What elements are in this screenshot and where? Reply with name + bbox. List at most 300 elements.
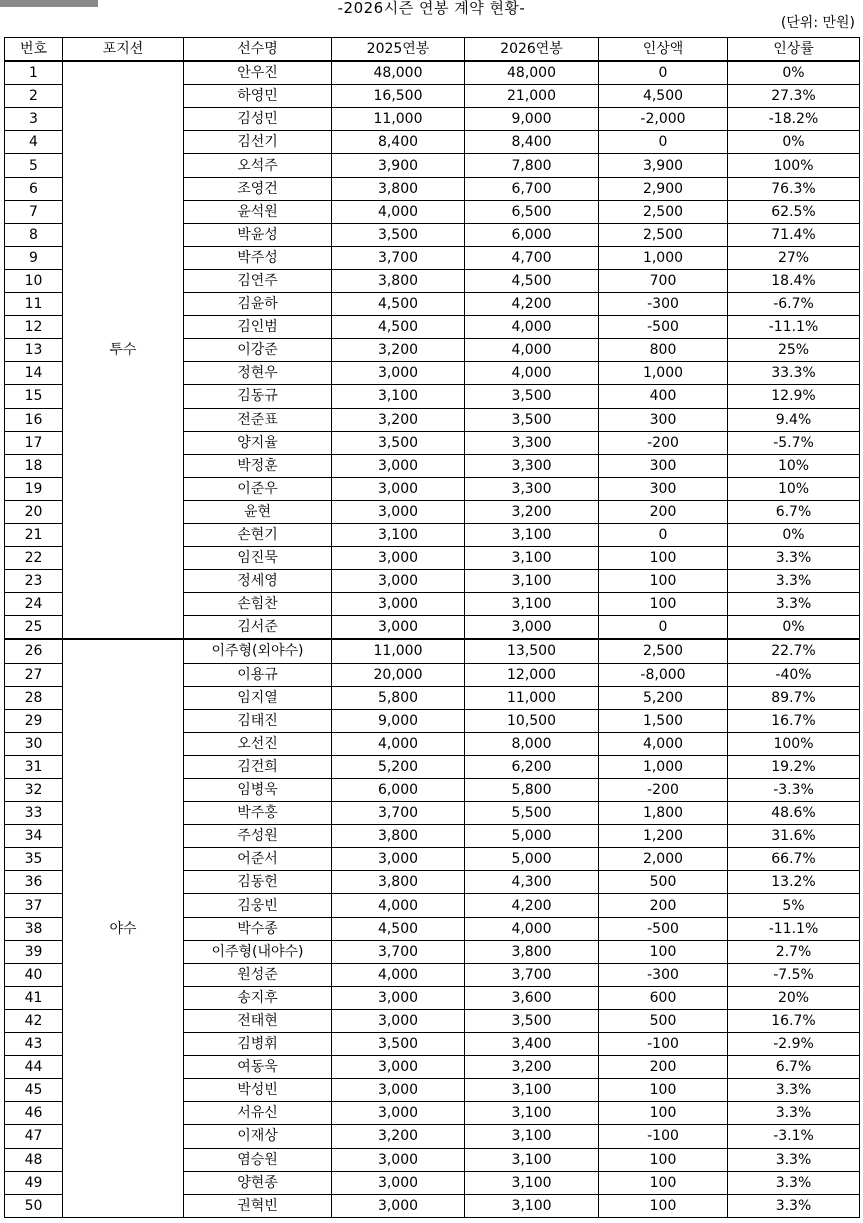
raise-amount-cell: 100 [599, 1194, 728, 1217]
col-header-raise-amount: 인상액 [599, 38, 728, 62]
salary-2025-cell: 8,400 [332, 131, 465, 154]
raise-amount-cell: 100 [599, 593, 728, 616]
raise-rate-cell: 0% [728, 616, 860, 640]
raise-amount-cell: 600 [599, 986, 728, 1009]
player-name-cell: 윤석원 [184, 200, 332, 223]
raise-rate-cell: 10% [728, 477, 860, 500]
raise-amount-cell: 0 [599, 131, 728, 154]
number-cell: 23 [5, 570, 63, 593]
salary-2026-cell: 3,100 [465, 1125, 599, 1148]
raise-amount-cell: 2,500 [599, 200, 728, 223]
number-cell: 2 [5, 85, 63, 108]
number-cell: 17 [5, 431, 63, 454]
raise-amount-cell: 0 [599, 616, 728, 640]
player-name-cell: 서유신 [184, 1102, 332, 1125]
salary-2026-cell: 5,800 [465, 779, 599, 802]
player-name-cell: 하영민 [184, 85, 332, 108]
player-name-cell: 전태현 [184, 1009, 332, 1032]
raise-rate-cell: 0% [728, 131, 860, 154]
number-cell: 33 [5, 802, 63, 825]
table-row [5, 61, 860, 85]
raise-rate-cell: 100% [728, 732, 860, 755]
salary-2025-cell: 3,800 [332, 269, 465, 292]
raise-amount-cell: 100 [599, 1102, 728, 1125]
unit-note: (단위: 만원) [780, 15, 855, 31]
raise-amount-cell: 100 [599, 1079, 728, 1102]
raise-amount-cell: 500 [599, 871, 728, 894]
raise-rate-cell: 3.3% [728, 1171, 860, 1194]
number-cell: 44 [5, 1056, 63, 1079]
raise-rate-cell: -6.7% [728, 293, 860, 316]
raise-amount-cell: 700 [599, 269, 728, 292]
salary-2025-cell: 3,200 [332, 1125, 465, 1148]
player-name-cell: 조영건 [184, 177, 332, 200]
salary-2025-cell: 3,700 [332, 940, 465, 963]
raise-amount-cell: 0 [599, 61, 728, 85]
salary-2025-cell: 11,000 [332, 108, 465, 131]
raise-rate-cell: 6.7% [728, 500, 860, 523]
number-cell: 28 [5, 686, 63, 709]
salary-2025-cell: 5,800 [332, 686, 465, 709]
col-header-raise-rate: 인상률 [728, 38, 860, 62]
number-cell: 49 [5, 1171, 63, 1194]
raise-amount-cell: 1,000 [599, 246, 728, 269]
salary-2026-cell: 4,000 [465, 316, 599, 339]
salary-2026-cell: 4,000 [465, 339, 599, 362]
player-name-cell: 김건희 [184, 755, 332, 778]
salary-2026-cell: 4,000 [465, 917, 599, 940]
salary-2026-cell: 6,700 [465, 177, 599, 200]
salary-2026-cell: 48,000 [465, 61, 599, 85]
salary-2025-cell: 3,000 [332, 1194, 465, 1217]
salary-2025-cell: 3,000 [332, 477, 465, 500]
table-row [5, 639, 860, 663]
raise-rate-cell: 25% [728, 339, 860, 362]
player-name-cell: 손현기 [184, 523, 332, 546]
number-cell: 5 [5, 154, 63, 177]
salary-2026-cell: 3,100 [465, 523, 599, 546]
salary-2026-cell: 3,300 [465, 431, 599, 454]
number-cell: 22 [5, 547, 63, 570]
salary-2025-cell: 3,800 [332, 825, 465, 848]
player-name-cell: 안우진 [184, 61, 332, 85]
salary-2026-cell: 5,000 [465, 825, 599, 848]
salary-2025-cell: 3,500 [332, 223, 465, 246]
player-name-cell: 김태진 [184, 709, 332, 732]
raise-amount-cell: -100 [599, 1125, 728, 1148]
salary-2026-cell: 3,600 [465, 986, 599, 1009]
salary-2026-cell: 3,100 [465, 1148, 599, 1171]
player-name-cell: 박주성 [184, 246, 332, 269]
salary-2026-cell: 3,200 [465, 500, 599, 523]
number-cell: 12 [5, 316, 63, 339]
number-cell: 18 [5, 454, 63, 477]
salary-2026-cell: 3,100 [465, 1194, 599, 1217]
raise-rate-cell: 89.7% [728, 686, 860, 709]
raise-amount-cell: 4,500 [599, 85, 728, 108]
raise-rate-cell: 3.3% [728, 1148, 860, 1171]
player-name-cell: 김병휘 [184, 1033, 332, 1056]
raise-rate-cell: 22.7% [728, 639, 860, 663]
salary-2025-cell: 6,000 [332, 779, 465, 802]
salary-2025-cell: 4,000 [332, 200, 465, 223]
salary-2025-cell: 3,000 [332, 1171, 465, 1194]
salary-2025-cell: 16,500 [332, 85, 465, 108]
player-name-cell: 이용규 [184, 663, 332, 686]
player-name-cell: 이강준 [184, 339, 332, 362]
number-cell: 26 [5, 639, 63, 663]
salary-2026-cell: 3,500 [465, 1009, 599, 1032]
player-name-cell: 이준우 [184, 477, 332, 500]
number-cell: 24 [5, 593, 63, 616]
salary-2025-cell: 4,000 [332, 732, 465, 755]
raise-rate-cell: 18.4% [728, 269, 860, 292]
salary-2025-cell: 3,000 [332, 593, 465, 616]
raise-amount-cell: 400 [599, 385, 728, 408]
number-cell: 19 [5, 477, 63, 500]
raise-amount-cell: 100 [599, 1171, 728, 1194]
salary-2026-cell: 5,500 [465, 802, 599, 825]
salary-2026-cell: 8,000 [465, 732, 599, 755]
number-cell: 20 [5, 500, 63, 523]
player-name-cell: 권혁빈 [184, 1194, 332, 1217]
raise-amount-cell: 2,500 [599, 223, 728, 246]
raise-rate-cell: -3.3% [728, 779, 860, 802]
salary-2025-cell: 3,000 [332, 1079, 465, 1102]
number-cell: 10 [5, 269, 63, 292]
salary-2026-cell: 4,300 [465, 871, 599, 894]
player-name-cell: 김동규 [184, 385, 332, 408]
salary-2025-cell: 20,000 [332, 663, 465, 686]
raise-amount-cell: 1,000 [599, 755, 728, 778]
raise-amount-cell: 100 [599, 570, 728, 593]
salary-2026-cell: 3,800 [465, 940, 599, 963]
player-name-cell: 김선기 [184, 131, 332, 154]
player-name-cell: 박정훈 [184, 454, 332, 477]
raise-rate-cell: 3.3% [728, 547, 860, 570]
salary-2026-cell: 3,100 [465, 1102, 599, 1125]
raise-amount-cell: 100 [599, 940, 728, 963]
raise-rate-cell: 66.7% [728, 848, 860, 871]
player-name-cell: 어준서 [184, 848, 332, 871]
salary-2026-cell: 7,800 [465, 154, 599, 177]
salary-2026-cell: 6,500 [465, 200, 599, 223]
raise-amount-cell: 200 [599, 894, 728, 917]
salary-2025-cell: 3,200 [332, 408, 465, 431]
salary-2025-cell: 3,000 [332, 1009, 465, 1032]
salary-2025-cell: 3,000 [332, 500, 465, 523]
player-name-cell: 김인범 [184, 316, 332, 339]
raise-rate-cell: 5% [728, 894, 860, 917]
number-cell: 37 [5, 894, 63, 917]
player-name-cell: 송지후 [184, 986, 332, 1009]
raise-amount-cell: -200 [599, 779, 728, 802]
salary-2026-cell: 3,500 [465, 385, 599, 408]
raise-amount-cell: 500 [599, 1009, 728, 1032]
raise-rate-cell: 100% [728, 154, 860, 177]
number-cell: 3 [5, 108, 63, 131]
contract-table [4, 37, 860, 1218]
raise-rate-cell: 76.3% [728, 177, 860, 200]
number-cell: 36 [5, 871, 63, 894]
number-cell: 15 [5, 385, 63, 408]
salary-2026-cell: 3,200 [465, 1056, 599, 1079]
raise-rate-cell: 3.3% [728, 1102, 860, 1125]
salary-2025-cell: 3,000 [332, 362, 465, 385]
salary-2026-cell: 4,700 [465, 246, 599, 269]
salary-2025-cell: 4,000 [332, 963, 465, 986]
raise-amount-cell: 1,000 [599, 362, 728, 385]
salary-2025-cell: 3,700 [332, 246, 465, 269]
salary-2026-cell: 21,000 [465, 85, 599, 108]
player-name-cell: 박주홍 [184, 802, 332, 825]
raise-amount-cell: 2,500 [599, 639, 728, 663]
player-name-cell: 임진묵 [184, 547, 332, 570]
salary-2026-cell: 11,000 [465, 686, 599, 709]
player-name-cell: 박수종 [184, 917, 332, 940]
number-cell: 48 [5, 1148, 63, 1171]
raise-amount-cell: 1,200 [599, 825, 728, 848]
raise-amount-cell: 5,200 [599, 686, 728, 709]
raise-rate-cell: 71.4% [728, 223, 860, 246]
player-name-cell: 정현우 [184, 362, 332, 385]
raise-rate-cell: 48.6% [728, 802, 860, 825]
player-name-cell: 원성준 [184, 963, 332, 986]
raise-rate-cell: 33.3% [728, 362, 860, 385]
raise-rate-cell: 16.7% [728, 1009, 860, 1032]
salary-2025-cell: 4,500 [332, 917, 465, 940]
raise-rate-cell: -3.1% [728, 1125, 860, 1148]
salary-2026-cell: 3,300 [465, 477, 599, 500]
raise-amount-cell: -500 [599, 316, 728, 339]
raise-rate-cell: 3.3% [728, 570, 860, 593]
number-cell: 11 [5, 293, 63, 316]
player-name-cell: 이주형(내야수) [184, 940, 332, 963]
raise-amount-cell: -8,000 [599, 663, 728, 686]
salary-2025-cell: 3,500 [332, 431, 465, 454]
player-name-cell: 김동헌 [184, 871, 332, 894]
raise-rate-cell: 9.4% [728, 408, 860, 431]
number-cell: 8 [5, 223, 63, 246]
raise-amount-cell: 2,900 [599, 177, 728, 200]
player-name-cell: 양현종 [184, 1171, 332, 1194]
raise-rate-cell: -18.2% [728, 108, 860, 131]
salary-2026-cell: 3,400 [465, 1033, 599, 1056]
salary-2026-cell: 3,100 [465, 1079, 599, 1102]
raise-rate-cell: 27.3% [728, 85, 860, 108]
player-name-cell: 주성원 [184, 825, 332, 848]
salary-2025-cell: 4,000 [332, 894, 465, 917]
salary-2025-cell: 3,100 [332, 385, 465, 408]
salary-2025-cell: 11,000 [332, 639, 465, 663]
player-name-cell: 오선진 [184, 732, 332, 755]
salary-2025-cell: 3,000 [332, 1056, 465, 1079]
position-group-cell: 야수 [63, 639, 184, 1217]
raise-rate-cell: 13.2% [728, 871, 860, 894]
salary-2026-cell: 4,000 [465, 362, 599, 385]
raise-rate-cell: 10% [728, 454, 860, 477]
header-row [5, 38, 860, 62]
player-name-cell: 오석주 [184, 154, 332, 177]
number-cell: 42 [5, 1009, 63, 1032]
raise-amount-cell: -200 [599, 431, 728, 454]
salary-2025-cell: 5,200 [332, 755, 465, 778]
player-name-cell: 김윤하 [184, 293, 332, 316]
salary-2025-cell: 3,800 [332, 177, 465, 200]
raise-amount-cell: 800 [599, 339, 728, 362]
raise-rate-cell: 16.7% [728, 709, 860, 732]
raise-amount-cell: 300 [599, 408, 728, 431]
salary-2026-cell: 3,300 [465, 454, 599, 477]
number-cell: 9 [5, 246, 63, 269]
number-cell: 31 [5, 755, 63, 778]
salary-2026-cell: 3,700 [465, 963, 599, 986]
raise-rate-cell: 12.9% [728, 385, 860, 408]
number-cell: 38 [5, 917, 63, 940]
number-cell: 32 [5, 779, 63, 802]
number-cell: 21 [5, 523, 63, 546]
salary-2025-cell: 3,700 [332, 802, 465, 825]
raise-rate-cell: 3.3% [728, 1194, 860, 1217]
number-cell: 1 [5, 61, 63, 85]
col-header-salary-2026: 2026연봉 [465, 38, 599, 62]
raise-rate-cell: 19.2% [728, 755, 860, 778]
number-cell: 27 [5, 663, 63, 686]
raise-rate-cell: -7.5% [728, 963, 860, 986]
salary-2025-cell: 4,500 [332, 293, 465, 316]
number-cell: 6 [5, 177, 63, 200]
raise-rate-cell: 0% [728, 61, 860, 85]
player-name-cell: 손힘찬 [184, 593, 332, 616]
number-cell: 4 [5, 131, 63, 154]
col-header-player: 선수명 [184, 38, 332, 62]
player-name-cell: 박윤성 [184, 223, 332, 246]
raise-rate-cell: -11.1% [728, 917, 860, 940]
player-name-cell: 박성빈 [184, 1079, 332, 1102]
raise-rate-cell: -2.9% [728, 1033, 860, 1056]
table-header [5, 38, 860, 62]
page-title: -2026시즌 연봉 계약 현황- [337, 0, 526, 17]
raise-amount-cell: 100 [599, 1148, 728, 1171]
salary-2025-cell: 3,100 [332, 523, 465, 546]
raise-rate-cell: -11.1% [728, 316, 860, 339]
number-cell: 7 [5, 200, 63, 223]
salary-2026-cell: 8,400 [465, 131, 599, 154]
salary-2025-cell: 3,000 [332, 616, 465, 640]
player-name-cell: 양지율 [184, 431, 332, 454]
number-cell: 39 [5, 940, 63, 963]
salary-2025-cell: 3,000 [332, 570, 465, 593]
col-header-salary-2025: 2025연봉 [332, 38, 465, 62]
raise-amount-cell: -300 [599, 963, 728, 986]
salary-2026-cell: 12,000 [465, 663, 599, 686]
number-cell: 41 [5, 986, 63, 1009]
raise-rate-cell: 6.7% [728, 1056, 860, 1079]
raise-rate-cell: 31.6% [728, 825, 860, 848]
number-cell: 47 [5, 1125, 63, 1148]
number-cell: 25 [5, 616, 63, 640]
salary-2025-cell: 3,000 [332, 986, 465, 1009]
player-name-cell: 이주형(외야수) [184, 639, 332, 663]
number-cell: 43 [5, 1033, 63, 1056]
salary-2026-cell: 3,100 [465, 1171, 599, 1194]
raise-amount-cell: 300 [599, 477, 728, 500]
raise-rate-cell: 27% [728, 246, 860, 269]
salary-2026-cell: 4,200 [465, 293, 599, 316]
salary-2026-cell: 4,200 [465, 894, 599, 917]
salary-2026-cell: 3,100 [465, 593, 599, 616]
number-cell: 30 [5, 732, 63, 755]
raise-amount-cell: 1,500 [599, 709, 728, 732]
raise-amount-cell: 300 [599, 454, 728, 477]
player-name-cell: 김웅빈 [184, 894, 332, 917]
position-group-cell: 투수 [63, 61, 184, 639]
salary-2026-cell: 6,200 [465, 755, 599, 778]
raise-amount-cell: 2,000 [599, 848, 728, 871]
raise-amount-cell: 4,000 [599, 732, 728, 755]
salary-2026-cell: 5,000 [465, 848, 599, 871]
salary-2025-cell: 3,800 [332, 871, 465, 894]
raise-amount-cell: -100 [599, 1033, 728, 1056]
player-name-cell: 김서준 [184, 616, 332, 640]
player-name-cell: 여동욱 [184, 1056, 332, 1079]
player-name-cell: 이재상 [184, 1125, 332, 1148]
player-name-cell: 정세영 [184, 570, 332, 593]
salary-2025-cell: 3,000 [332, 1102, 465, 1125]
table-body [5, 61, 860, 1217]
salary-2026-cell: 4,500 [465, 269, 599, 292]
raise-rate-cell: 3.3% [728, 1079, 860, 1102]
raise-rate-cell: 3.3% [728, 593, 860, 616]
col-header-position: 포지션 [63, 38, 184, 62]
number-cell: 34 [5, 825, 63, 848]
raise-amount-cell: -500 [599, 917, 728, 940]
raise-rate-cell: 0% [728, 523, 860, 546]
raise-amount-cell: -300 [599, 293, 728, 316]
player-name-cell: 염승원 [184, 1148, 332, 1171]
raise-rate-cell: -40% [728, 663, 860, 686]
salary-2025-cell: 3,500 [332, 1033, 465, 1056]
raise-rate-cell: 62.5% [728, 200, 860, 223]
salary-2025-cell: 3,000 [332, 547, 465, 570]
raise-rate-cell: 20% [728, 986, 860, 1009]
player-name-cell: 윤현 [184, 500, 332, 523]
player-name-cell: 임지열 [184, 686, 332, 709]
number-cell: 29 [5, 709, 63, 732]
number-cell: 50 [5, 1194, 63, 1217]
number-cell: 35 [5, 848, 63, 871]
salary-2026-cell: 3,100 [465, 547, 599, 570]
salary-2025-cell: 3,000 [332, 454, 465, 477]
raise-amount-cell: 0 [599, 523, 728, 546]
raise-amount-cell: 100 [599, 547, 728, 570]
raise-amount-cell: -2,000 [599, 108, 728, 131]
player-name-cell: 김연주 [184, 269, 332, 292]
raise-amount-cell: 200 [599, 1056, 728, 1079]
raise-amount-cell: 3,900 [599, 154, 728, 177]
col-header-number: 번호 [5, 38, 63, 62]
salary-2025-cell: 3,200 [332, 339, 465, 362]
salary-2026-cell: 3,500 [465, 408, 599, 431]
number-cell: 16 [5, 408, 63, 431]
number-cell: 46 [5, 1102, 63, 1125]
number-cell: 45 [5, 1079, 63, 1102]
raise-amount-cell: 1,800 [599, 802, 728, 825]
salary-2025-cell: 4,500 [332, 316, 465, 339]
salary-2026-cell: 10,500 [465, 709, 599, 732]
raise-amount-cell: 200 [599, 500, 728, 523]
salary-2025-cell: 3,000 [332, 1148, 465, 1171]
